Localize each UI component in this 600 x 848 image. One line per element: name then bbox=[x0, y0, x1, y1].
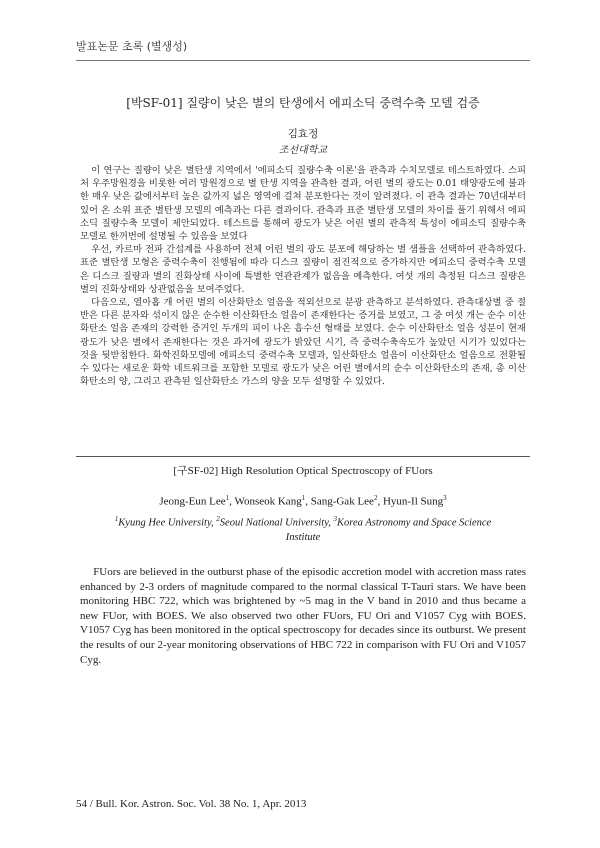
header-divider bbox=[76, 60, 530, 61]
author-name: Hyun-Il Sung bbox=[382, 495, 444, 508]
author-affil-mark: 2 bbox=[373, 494, 378, 502]
paper1-author: 김효정 bbox=[287, 128, 319, 140]
affil-mark: 3 bbox=[333, 515, 338, 523]
affil-mark: 2 bbox=[216, 515, 220, 523]
paper2-affiliations: $^1$Kyung Hee University, $^2$Seoul National University, $^3$Korea Astronomy and Space Science Institute bbox=[114, 515, 492, 543]
author-name: Wonseok Kang bbox=[234, 495, 302, 508]
author-name: Sang-Gak Lee bbox=[310, 495, 374, 508]
paper1-body bbox=[80, 164, 526, 388]
author-affil-mark: 1 bbox=[301, 494, 306, 502]
paper1-affiliation: 조선대학교 bbox=[278, 145, 328, 156]
affiliation-name: Seoul National University bbox=[219, 517, 329, 529]
author-affil-mark: 3 bbox=[443, 494, 447, 502]
section-divider bbox=[76, 456, 530, 457]
affil-mark: 1 bbox=[114, 515, 119, 523]
paper1-title: [박SF-01] 질량이 낮은 별의 탄생에서 에피소딕 중력수축 모델 검증 bbox=[126, 96, 480, 110]
paper2-abstract bbox=[80, 565, 526, 667]
paper2-title: [구SF-02] High Resolution Optical Spectroscopy of FUors bbox=[173, 465, 433, 477]
page-footer: 54 / Bull. Kor. Astron. Soc. Vol. 38 No. 1, Apr. 2013 bbox=[76, 798, 307, 810]
author-name: Jeong-Eun Lee bbox=[159, 495, 226, 508]
paper1-paragraph: 이 연구는 질량이 낮은 별탄생 지역에서 '에피소딕 질량수축 이론'을 관측과 수치모델로 테스트하였다. 스피처 우주망원경을 비롯한 여러 망원경으로 별 탄생 지역을 관측한 결과, 어린 별의 광도는 0.01 태양광도에 불과한 매우 낮은 값에서부터 높은 값까지 넓은 영역에 걸쳐 분포한다는 것이 알려졌다. 이 관측 결과는 70년대부터 있어 온 소위 표준 별탄생 모델의 예측과는 다른 결과이다. 관측과 표준 별탄생 모델의 차이를 풀기 위해서 에피소딕 질량수축 모델이 제안되었다. 테스트를 통해여 광도가 낮은 어린 별의 관측적 특성이 에피소딕 질량수축 모델로 한꺼번에 설명될 수 있음을 보였다 bbox=[80, 165, 526, 243]
paper2-authors: Jeong-Eun Lee$^1$, Wonseok Kang$^1$, Sang-Gak Lee$^2$, Hyun-Il Sung$^3$ bbox=[159, 494, 447, 508]
author-affil-mark: 1 bbox=[225, 494, 230, 502]
paper1-paragraph: 다음으로, 열아홉 개 어린 별의 이산화탄소 얼음을 적외선으로 분광 관측하고 분석하였다. 관측대상별 중 절반은 다른 분자와 섞이지 않은 순수한 이산화탄소 얼음이 존재한다는 증거를 보였고, 그 중 여섯 개는 순수 이산화탄소 얼음 존재의 강력한 증거인 두개의 피이 나온 흡수선 형태를 보였다. 순수 이산화탄소 얼음 성분이 현재 광도가 낮은 별에서 존재한다는 것은 과거에 광도가 밝았던 시기, 즉 중력수축속도가 높았던 시기가 있었다는 것을 뒷받침한다. 화학진화모델에 에피소딕 중력수축 모델과, 일산화탄소 얼음이 이산화탄소 얼음으로 전환될 수 있다는 새로운 화학 네트워크를 포함한 모델로 광도가 낮은 어린 별에서의 순수 이산화탄소의 존재, 총 이산화탄소의 양, 그리고 관측된 일산화탄소 가스의 양을 모두 설명할 수 있었다. bbox=[80, 297, 526, 388]
affiliation-name: Kyung Hee University bbox=[118, 517, 212, 529]
paper2-abstract-text: FUors are believed in the outburst phase of the episodic accretion model with accretion mass rates enhanced by 2-3 orders of magnitude compared to the normal classical T-Tauri stars. We have been monitoring HBC 722, which was brightened by ~5 mag in the V band in 2010 and thus became a new FUor, with BOES. We also observed two other FUors, FU Ori and V1057 Cyg with BOES. V1057 Cyg has been monitored in the optical spectroscopy for decades since its outburst. We present the results of our 2-year monitoring observations of HBC 722 in comparison with FU Ori and V1057 Cyg. bbox=[80, 566, 526, 666]
running-header: 발표논문 초록 (별생성) bbox=[76, 40, 188, 53]
paper1-paragraph: 우선, 카르마 전파 간섭계를 사용하여 전체 어린 별의 광도 분포에 해당하는 별 샘플을 선택하여 관측하였다. 표준 별탄생 모형은 중력수축이 진행됨에 따라 디스크 질량이 점진적으로 증가하지만 에피소딕 중력수축 모델은 디스크 질량과 별의 진화상태 사이에 특별한 연관관계가 없음을 예측한다. 여섯 개의 측정된 디스크 질량은 별의 진화상태와 상관없음을 보여주었다. bbox=[80, 244, 526, 295]
affiliation-name: Korea Astronomy and Space Science Institute bbox=[285, 517, 492, 543]
